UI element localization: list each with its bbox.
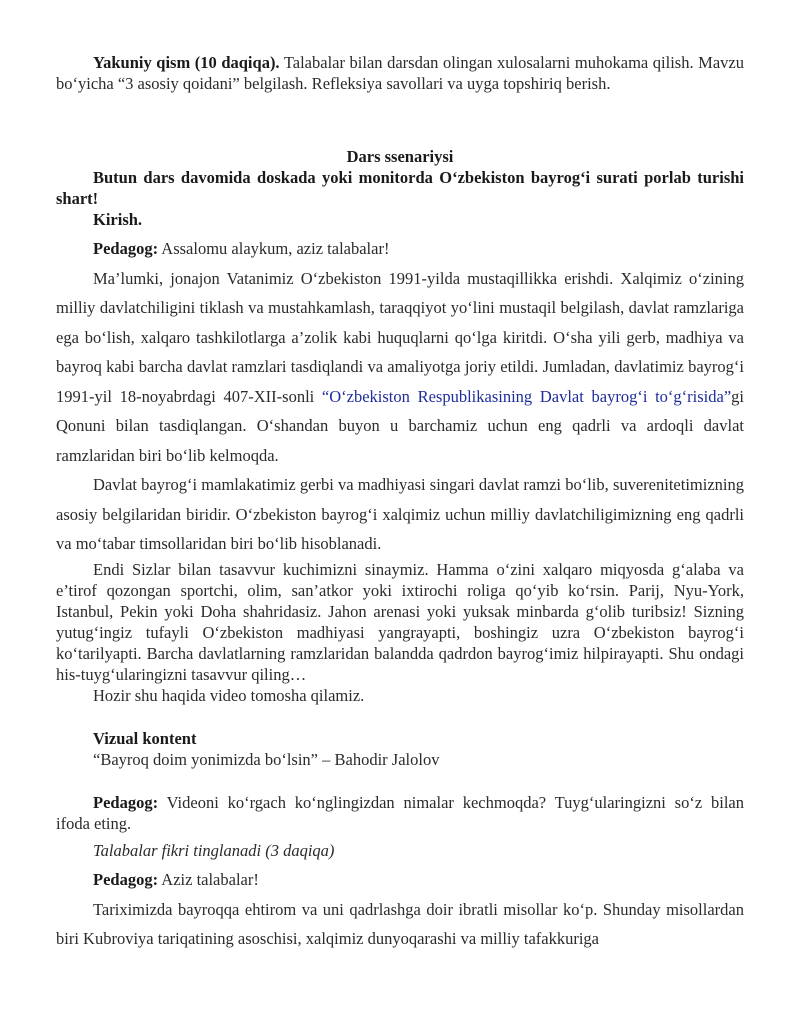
imagination-paragraph: Endi Sizlar bilan tasavvur kuchimizni sinaymiz. Hamma o‘zini xalqaro miqyosda g‘alaba va e’tirof qozongan sportchi, olim, san’atkor yoki ixtirochi roliga qo‘yib ko‘rsin. Parij, Nyu-York, Istanbul, Pekin yoki Doha shahridasiz. Jahon arenasi yoki yuksak minbarda g‘olib turibsiz! Sizning yutug‘ingiz tufayli O‘zbekiston madhiyasi yangrayapti, boshingiz uzra O‘zbekiston bayrog‘i ko‘tarilyapti. Barcha davlatlarning ramzlaridan balandda qadrdon bayrog‘imiz hilpirayapti. Shu ondagi his-tuyg‘ularingizni tasavvur qiling…: [56, 559, 744, 684]
closing-section-heading: Yakuniy qism (10 daqiqa).: [93, 53, 280, 72]
closing-section-paragraph: [56, 52, 744, 94]
question-paragraph: [56, 792, 744, 834]
address-text: Aziz talabalar!: [158, 870, 259, 889]
listening-note: Talabalar fikri tinglanadi (3 daqiqa): [93, 840, 335, 860]
video-caption: “Bayroq doim yonimizda bo‘lsin” – Bahodir Jalolov: [93, 749, 440, 769]
scenario-note: Butun dars davomida doskada yoki monitorda O‘zbekiston bayrog‘i surati porlab turishi shart!: [56, 168, 744, 208]
address-paragraph: [56, 865, 744, 895]
speaker-label: Pedagog:: [93, 792, 159, 812]
intro-heading: Kirish.: [93, 210, 143, 229]
greeting-text: Assalomu alaykum, aziz talabalar!: [158, 239, 390, 258]
speaker-label: Pedagog:: [93, 239, 159, 258]
independence-text-after: gi Qonuni bilan tasdiqlangan. O‘shandan buyon u barchamiz uchun eng qadrli va ardoqli davlat ramzlaridan biri bo‘lib kelmoqda.: [56, 386, 744, 465]
law-link[interactable]: “O‘zbekiston Respublikasining Davlat bayrog‘i to‘g‘risida”: [321, 386, 732, 406]
flag-symbol-paragraph: Davlat bayrog‘i mamlakatimiz gerbi va madhiyasi singari davlat ramzi bo‘lib, suverenitetimizning asosiy belgilaridan biridir. O‘zbekiston bayrog‘i xalqimiz uchun milliy davlatchiligimizning eng qadrli va mo‘tabar timsollaridan biri bo‘lib hisoblanadi.: [56, 475, 744, 553]
independence-paragraph: [56, 264, 744, 471]
history-paragraph: Tariximizda bayroqqa ehtirom va uni qadrlashga doir ibratli misollar ko‘p. Shunday misollardan biri Kubroviya tariqatining asoschisi, xalqimiz dunyoqarashi va milliy tafakkuriga: [56, 899, 744, 948]
question-text: Videoni ko‘rgach ko‘nglingizdan nimalar kechmoqda? Tuyg‘ularingizni so‘z bilan ifoda eting.: [56, 792, 744, 833]
closing-section-text: Talabalar bilan darsdan olingan xulosalarni muhokama qilish. Mavzu bo‘yicha “3 asosiy qoidani” belgilash. Refleksiya savollari va uyga topshiriq berish.: [56, 53, 744, 93]
speaker-label: Pedagog:: [93, 870, 159, 889]
document-page: [56, 52, 744, 954]
scenario-title: Dars ssenariysi: [346, 147, 454, 166]
video-intro-line: Hozir shu haqida video tomosha qilamiz.: [93, 685, 365, 705]
visual-content-heading: Vizual kontent: [93, 728, 197, 748]
greeting-paragraph: [56, 234, 744, 264]
independence-text: Ma’lumki, jonajon Vatanimiz O‘zbekiston 1991-yilda mustaqillikka erishdi. Xalqimiz o‘zining milliy davlatchiligini tiklash va mustahkamlash, taraqqiyot yo‘lini mustaqil belgilash, davlat ramzlariga ega bo‘lish, xalqaro tashkilotlarga a’zolik kabi huquqlarni qo‘lga kiritdi. O‘sha yili gerb, madhiya va bayroq kabi barcha davlat ramzlari tasdiqlandi va amaliyotga joriy etildi. Jumladan, davlatimiz bayrog‘i 1991-yil 18-noyabrdagi 407-XII-sonli: [56, 268, 744, 406]
